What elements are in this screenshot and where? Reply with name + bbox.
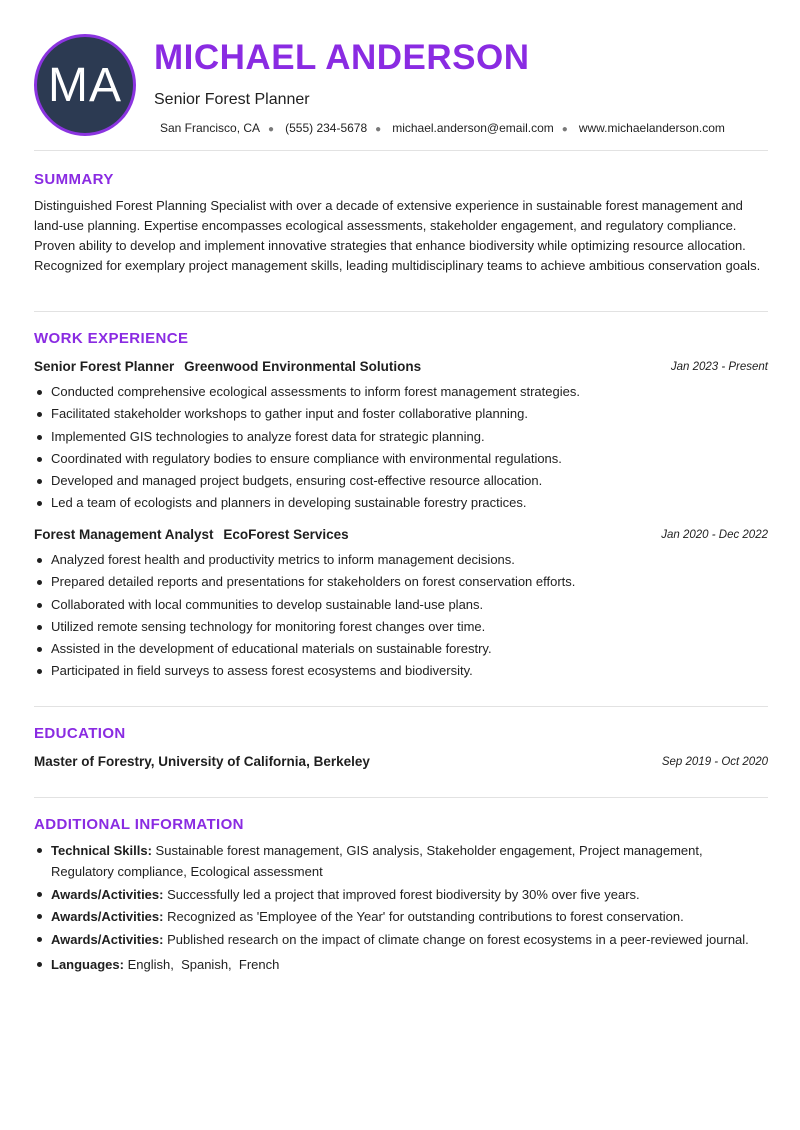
list-item: Led a team of ecologists and planners in developing sustainable forestry practices. — [34, 492, 768, 514]
info-label: Awards/Activities: — [51, 886, 164, 902]
avatar — [34, 34, 136, 136]
job-header — [34, 358, 768, 376]
list-item — [34, 929, 768, 950]
contact-line — [160, 120, 725, 138]
job-title: Forest Management Analyst — [34, 527, 214, 542]
resume-header — [34, 34, 768, 138]
additional-info-heading: ADDITIONAL INFORMATION — [34, 816, 244, 833]
info-label: Awards/Activities: — [51, 909, 164, 924]
education-heading: EDUCATION — [34, 725, 126, 742]
job-company: Greenwood Environmental Solutions — [184, 359, 422, 374]
info-label: Awards/Activities: — [51, 931, 164, 947]
list-item: Participated in field surveys to assess forest ecosystems and biodiversity. — [34, 660, 768, 682]
candidate-role: Senior Forest Planner — [154, 91, 310, 108]
info-text: Successfully led a project that improved forest biodiversity by 30% over five years. — [167, 886, 640, 902]
candidate-name: MICHAEL ANDERSON — [154, 38, 530, 77]
list-item: Prepared detailed reports and presentations for stakeholders on forest conservation efforts. — [34, 571, 768, 593]
list-item — [34, 884, 768, 905]
info-text: Published research on the impact of climate change on forest ecosystems in a peer-reviewed journal. — [167, 931, 749, 947]
education-date: Sep 2019 - Oct 2020 — [661, 756, 768, 768]
work-experience-heading: WORK EXPERIENCE — [34, 330, 189, 347]
list-item: Collaborated with local communities to develop sustainable land-use plans. — [34, 594, 768, 616]
contact-email[interactable]: michael.anderson@email.com — [392, 121, 554, 135]
divider — [34, 311, 768, 312]
list-item: Coordinated with regulatory bodies to ensure compliance with environmental regulations. — [34, 448, 768, 470]
divider — [34, 797, 768, 798]
job-bullets — [34, 381, 768, 515]
avatar-initials: MA — [48, 58, 122, 112]
separator-dot-icon: ● — [375, 124, 382, 135]
list-item: Utilized remote sensing technology for monitoring forest changes over time. — [34, 616, 768, 638]
education-entry — [34, 752, 768, 772]
divider — [34, 706, 768, 707]
contact-website[interactable]: www.michaelanderson.com — [578, 121, 725, 135]
job-date: Jan 2023 - Present — [670, 361, 768, 373]
education-degree: Master of Forestry, University of California, Berkeley — [34, 754, 370, 769]
job-date: Jan 2020 - Dec 2022 — [661, 529, 768, 541]
job-company: EcoForest Services — [223, 527, 349, 542]
additional-info-list — [34, 840, 768, 976]
separator-dot-icon: ● — [561, 124, 568, 135]
summary-heading: SUMMARY — [34, 171, 114, 188]
list-item — [34, 906, 768, 927]
list-item: Developed and managed project budgets, ensuring cost-effective resource allocation. — [34, 470, 768, 492]
contact-location: San Francisco, CA — [160, 121, 261, 135]
job-header — [34, 526, 768, 544]
separator-dot-icon: ● — [268, 124, 275, 135]
list-item — [34, 954, 768, 975]
summary-text: Distinguished Forest Planning Specialist with over a decade of extensive experience in sustainable forest management and land-use planning. Expertise encompasses ecological assessments, stakeholder engagement, and regulatory compliance. Proven ability to develop and implement innovative strategies that enhance biodiversity while optimizing resource allocation. Recognized for exemplary project management skills, leading multidisciplinary teams to achieve ambitious conservation goals. — [34, 198, 761, 273]
list-item: Analyzed forest health and productivity metrics to inform management decisions. — [34, 549, 768, 571]
info-label: Technical Skills: — [51, 843, 152, 858]
info-text: Recognized as 'Employee of the Year' for outstanding contributions to forest conservation. — [167, 909, 684, 924]
info-text: English, Spanish, French — [127, 956, 280, 972]
info-text: Sustainable forest management, GIS analysis, Stakeholder engagement, Project management, Regulatory compliance, Ecological assessment — [51, 843, 703, 879]
list-item: Implemented GIS technologies to analyze forest data for strategic planning. — [34, 426, 768, 448]
list-item — [34, 840, 768, 882]
job-bullets — [34, 549, 768, 683]
info-label: Languages: — [51, 956, 124, 972]
list-item: Facilitated stakeholder workshops to gather input and foster collaborative planning. — [34, 403, 768, 425]
divider — [34, 150, 768, 151]
job-title: Senior Forest Planner — [34, 359, 175, 374]
contact-phone: (555) 234-5678 — [285, 121, 368, 135]
list-item: Assisted in the development of educational materials on sustainable forestry. — [34, 638, 768, 660]
list-item: Conducted comprehensive ecological assessments to inform forest management strategies. — [34, 381, 768, 403]
